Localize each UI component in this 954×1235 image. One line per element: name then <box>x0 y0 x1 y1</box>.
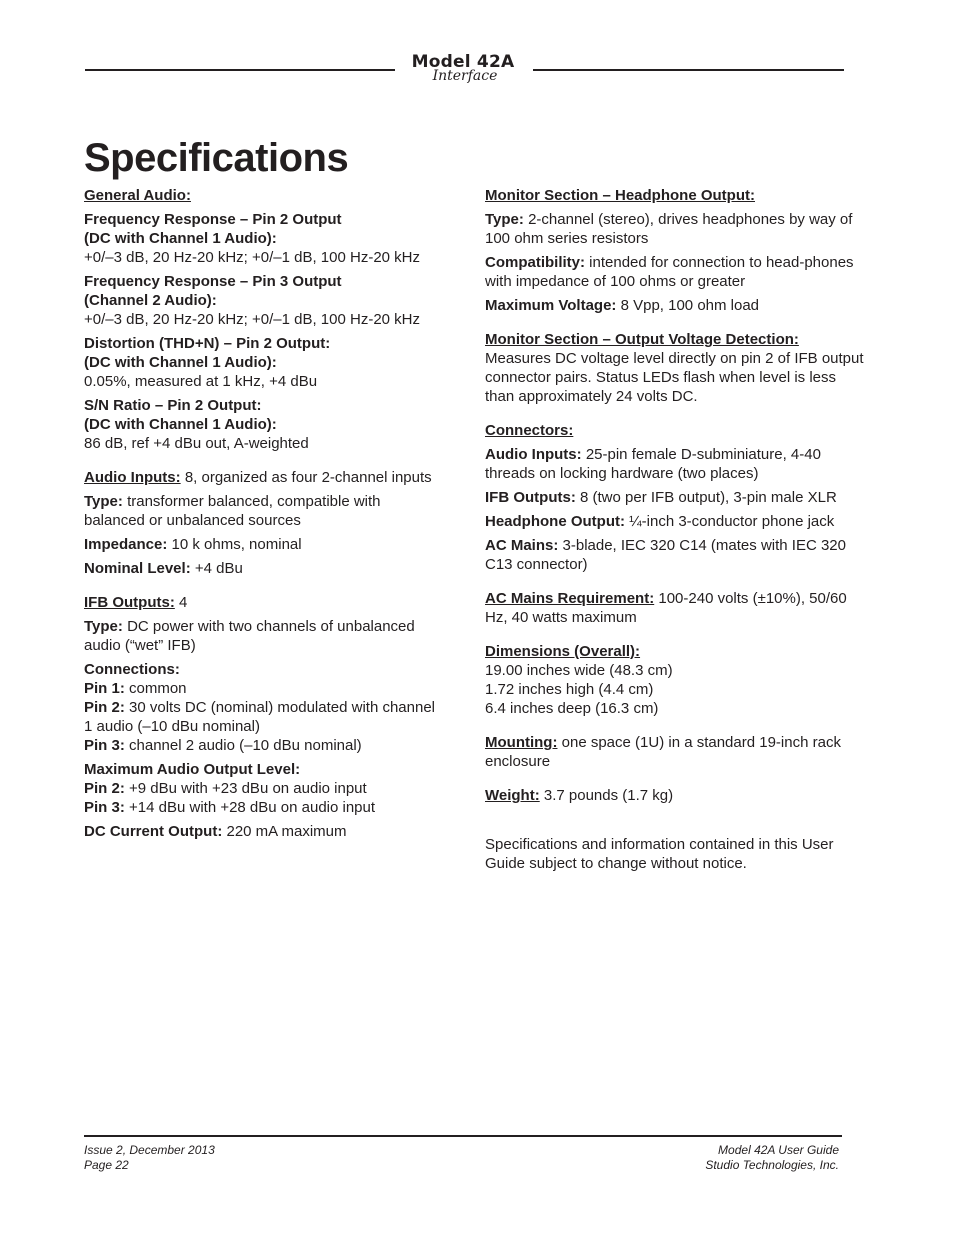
connector-ifb-outputs: IFB Outputs: 8 (two per IFB output), 3-pin male XLR <box>485 489 837 506</box>
connector-audio-inputs: Audio Inputs: 25-pin female D-subminiature, 4-40 threads on locking hardware (two places) <box>485 446 821 482</box>
header-rule-left <box>85 69 395 71</box>
audio-inputs-spec: Audio Inputs: 8, organized as four 2-channel inputs <box>84 469 432 486</box>
connector-ac-mains: AC Mains: 3-blade, IEC 320 C14 (mates with IEC 320 C13 connector) <box>485 537 846 573</box>
logo-model: Model 42A <box>411 52 515 72</box>
freq-response-pin3: Frequency Response – Pin 3 Output (Channel 2 Audio): +0/–3 dB, 20 Hz-20 kHz; +0/–1 dB, 100 Hz-20 kHz <box>84 273 421 328</box>
distortion-spec: Distortion (THD+N) – Pin 2 Output: (DC with Channel 1 Audio): 0.05%, measured at 1 kHz, +4 dBu <box>84 335 331 390</box>
footer-company: Studio Technologies, Inc. <box>705 1158 839 1172</box>
logo-subtitle: Interface <box>432 68 498 84</box>
footer-right <box>705 1143 839 1173</box>
dimensions-spec: Dimensions (Overall): 19.00 inches wide (48.3 cm) 1.72 inches high (4.4 cm) 6.4 inches deep (16.3 cm) <box>485 643 673 717</box>
connections-spec: Connections: Pin 1: common Pin 2: 30 volts DC (nominal) modulated with channel 1 audio (–10 dBu nominal) Pin 3: channel 2 audio (–10 dBu nominal) <box>84 661 435 754</box>
connector-headphone: Headphone Output: ¼-inch 3-conductor phone jack <box>485 513 835 530</box>
product-logo <box>398 52 528 83</box>
headphone-type-spec: Type: 2-channel (stereo), drives headphones by way of 100 ohm series resistors <box>485 211 853 247</box>
header-rule-right <box>533 69 844 71</box>
footer-left <box>84 1143 215 1173</box>
headphone-maxv-spec: Maximum Voltage: 8 Vpp, 100 ohm load <box>485 297 760 314</box>
headphone-compat-spec: Compatibility: intended for connection to head-phones with impedance of 100 ohms or greater <box>485 254 854 290</box>
left-column <box>84 186 444 846</box>
max-output-level-spec: Maximum Audio Output Level: Pin 2: +9 dBu with +23 dBu on audio input Pin 3: +14 dBu with +28 dBu on audio input <box>84 761 376 816</box>
audio-inputs-type: Type: transformer balanced, compatible with balanced or unbalanced sources <box>84 493 381 529</box>
weight-spec: Weight: 3.7 pounds (1.7 kg) <box>485 787 674 804</box>
general-audio-heading: General Audio: <box>84 187 191 204</box>
footer-page: Page 22 <box>84 1158 129 1172</box>
dc-current-spec: DC Current Output: 220 mA maximum <box>84 823 347 840</box>
footer-guide: Model 42A User Guide <box>718 1143 839 1157</box>
connectors-heading: Connectors: <box>485 422 574 439</box>
ifb-outputs-spec: IFB Outputs: 4 <box>84 594 188 611</box>
change-notice: Specifications and information contained in this User Guide subject to change without notice. <box>485 836 834 872</box>
sn-ratio-spec: S/N Ratio – Pin 2 Output: (DC with Channel 1 Audio): 86 dB, ref +4 dBu out, A-weighted <box>84 397 309 452</box>
ac-mains-requirement-spec: AC Mains Requirement: 100-240 volts (±10%), 50/60 Hz, 40 watts maximum <box>485 590 847 626</box>
page-title: Specifications <box>84 136 349 180</box>
nominal-level-spec: Nominal Level: +4 dBu <box>84 560 243 577</box>
ifb-type-spec: Type: DC power with two channels of unbalanced audio (“wet” IFB) <box>84 618 415 654</box>
impedance-spec: Impedance: 10 k ohms, nominal <box>84 536 302 553</box>
voltage-detection-spec: Monitor Section – Output Voltage Detection: Measures DC voltage level directly on pin 2 of IFB output connector pairs. Status LEDs flash when level is less than approximately 24 volts DC. <box>485 331 864 405</box>
freq-response-pin2: Frequency Response – Pin 2 Output (DC with Channel 1 Audio): +0/–3 dB, 20 Hz-20 kHz; +0/–1 dB, 100 Hz-20 kHz <box>84 211 421 266</box>
footer-rule <box>84 1135 842 1137</box>
mounting-spec: Mounting: one space (1U) in a standard 19-inch rack enclosure <box>485 734 841 770</box>
footer-issue: Issue 2, December 2013 <box>84 1143 215 1157</box>
right-column <box>485 186 865 878</box>
headphone-output-heading: Monitor Section – Headphone Output: <box>485 187 755 204</box>
